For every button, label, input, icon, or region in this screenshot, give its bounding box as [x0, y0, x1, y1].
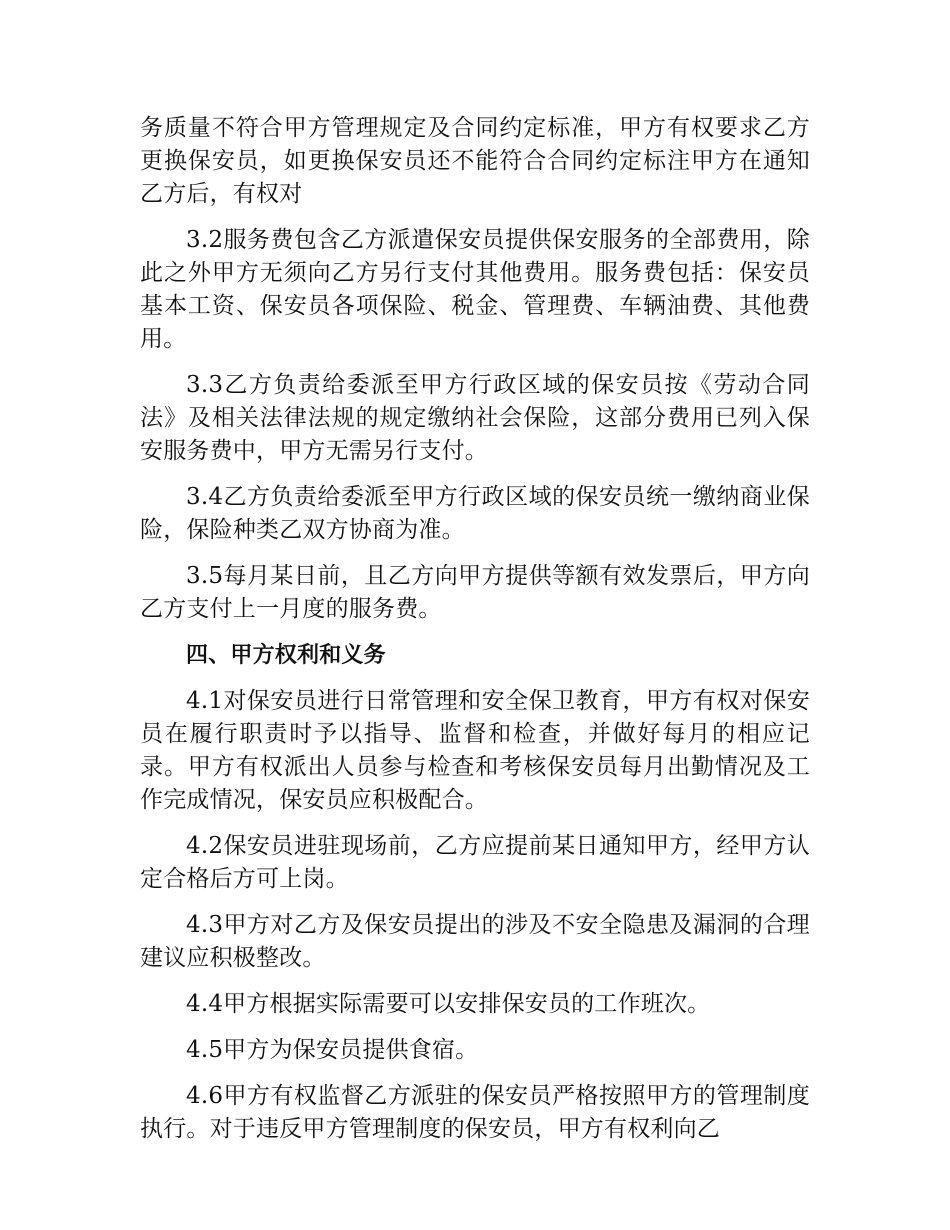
- paragraph-4-2: 4.2保安员进驻现场前，乙方应提前某日通知甲方，经甲方认定合格后方可上岗。: [140, 833, 810, 892]
- paragraph-3-5: 3.5每月某日前，且乙方向甲方提供等额有效发票后，甲方向乙方支付上一月度的服务费。: [140, 563, 810, 622]
- paragraph-4-4: 4.4甲方根据实际需要可以安排保安员的工作班次。: [186, 991, 711, 1017]
- paragraph-continued: 务质量不符合甲方管理规定及合同约定标准，甲方有权要求乙方更换保安员，如更换保安员还不能符合合同约定标注甲方在通知乙方后，有权对: [140, 115, 810, 207]
- section-heading-4: 四、甲方权利和义务: [186, 643, 386, 668]
- paragraph-4-1: 4.1对保安员进行日常管理和安全保卫教育，甲方有权对保安员在履行职责时予以指导、监督和检查，并做好每月的相应记录。甲方有权派出人员参与检查和考核保安员每月出勤情况及工作完成情况，保安员应积极配合。: [140, 688, 810, 813]
- document-body: [140, 112, 810, 1159]
- paragraph-3-3: 3.3乙方负责给委派至甲方行政区域的保安员按《劳动合同法》及相关法律法规的规定缴纳社会保险，这部分费用已列入保安服务费中，甲方无需另行支付。: [140, 372, 810, 464]
- paragraph-4-3: 4.3甲方对乙方及保安员提出的涉及不安全隐患及漏洞的合理建议应积极整改。: [140, 912, 810, 971]
- paragraph-4-5: 4.5甲方为保安员提供食宿。: [186, 1037, 479, 1063]
- paragraph-3-2: 3.2服务费包含乙方派遣保安员提供保安服务的全部费用，除此之外甲方无须向乙方另行支付其他费用。服务费包括：保安员基本工资、保安员各项保险、税金、管理费、车辆油费、其他费用。: [140, 227, 810, 352]
- paragraph-4-6: 4.6甲方有权监督乙方派驻的保安员严格按照甲方的管理制度执行。对于违反甲方管理制度的保安员，甲方有权利向乙: [140, 1083, 810, 1142]
- paragraph-3-4: 3.4乙方负责给委派至甲方行政区域的保安员统一缴纳商业保险，保险种类乙双方协商为准。: [140, 484, 810, 543]
